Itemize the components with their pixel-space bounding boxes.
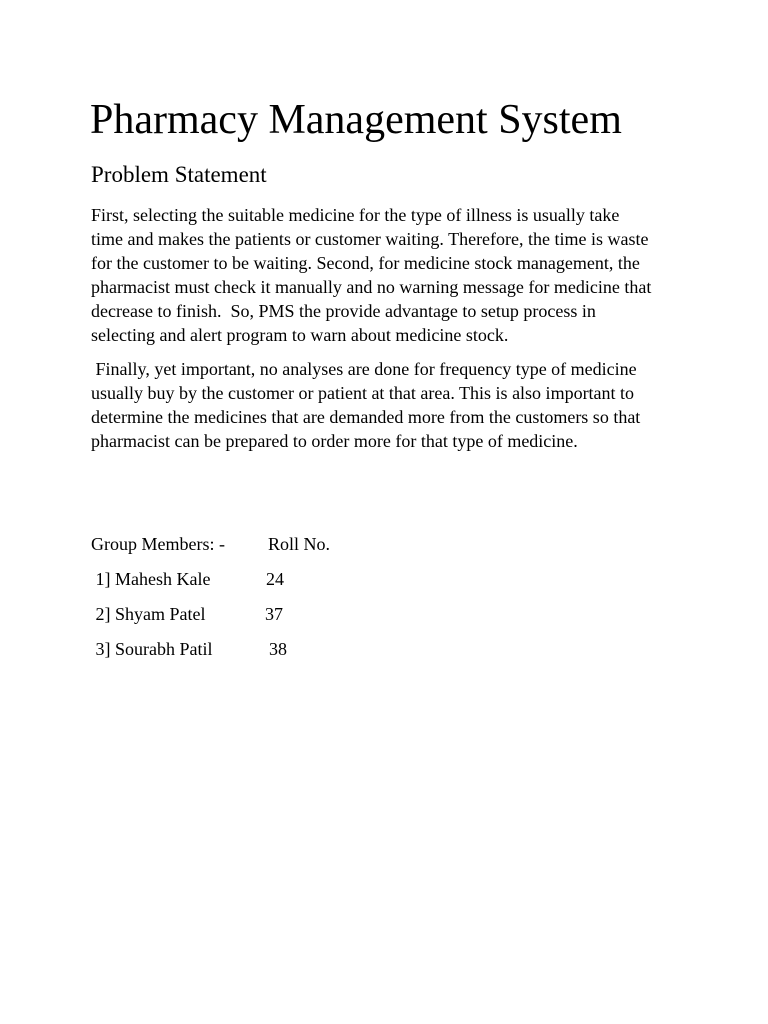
paragraph-line: pharmacist must check it manually and no warning message for medicine that (91, 277, 652, 297)
paragraph-line: time and makes the patients or customer waiting. Therefore, the time is waste (91, 229, 649, 249)
member-roll-number: 38 (269, 639, 287, 659)
member-name: 2] Shyam Patel (91, 604, 206, 624)
member-roll-number: 24 (266, 569, 284, 589)
paragraph-line: pharmacist can be prepared to order more for that type of medicine. (91, 431, 578, 451)
member-name: 3] Sourabh Patil (91, 639, 213, 659)
paragraph-line: for the customer to be waiting. Second, for medicine stock management, the (91, 253, 640, 273)
roll-number-header: Roll No. (268, 534, 331, 554)
member-row (91, 602, 491, 637)
section-heading-problem-statement: Problem Statement (91, 162, 267, 187)
member-row (91, 637, 491, 672)
paragraph-line: decrease to finish. So, PMS the provide advantage to setup process in (91, 301, 596, 321)
paragraph-line: determine the medicines that are demanded more from the customers so that (91, 407, 641, 427)
member-roll-number: 37 (265, 604, 283, 624)
group-members-list (91, 532, 491, 672)
members-header-label: Group Members: - (91, 534, 225, 554)
paragraph-line: selecting and alert program to warn about medicine stock. (91, 325, 509, 345)
document-title: Pharmacy Management System (90, 97, 622, 143)
members-header-row (91, 532, 491, 567)
paragraph-line: Finally, yet important, no analyses are done for frequency type of medicine (91, 359, 637, 379)
member-row (91, 567, 491, 602)
problem-paragraph-2 (91, 357, 691, 453)
paragraph-line: First, selecting the suitable medicine for the type of illness is usually take (91, 205, 620, 225)
problem-paragraph-1 (91, 203, 691, 347)
paragraph-line: usually buy by the customer or patient at that area. This is also important to (91, 383, 635, 403)
member-name: 1] Mahesh Kale (91, 569, 211, 589)
